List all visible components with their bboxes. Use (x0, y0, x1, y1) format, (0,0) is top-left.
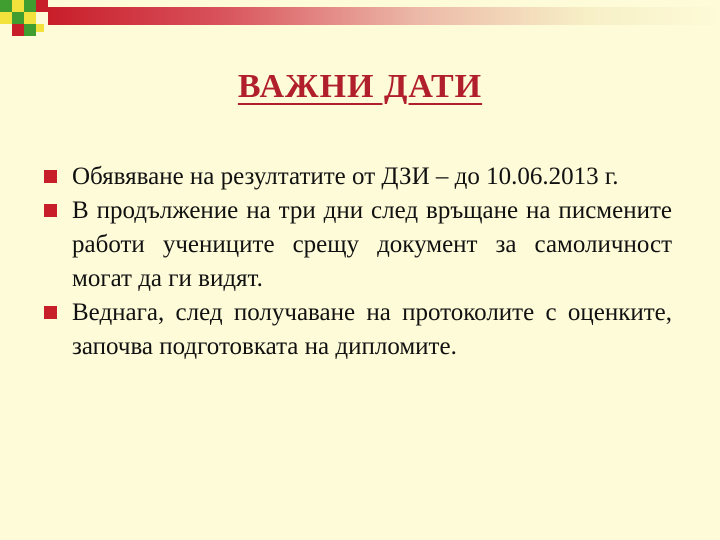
square-bullet-icon (44, 204, 57, 217)
bullet-text: Обявяване на резултатите от ДЗИ – до 10.06.2013 г. (72, 163, 619, 190)
decorative-square (12, 12, 24, 24)
decorative-square (24, 24, 36, 36)
header-gradient-bar (48, 7, 720, 25)
decorative-square (36, 0, 48, 12)
bullet-text: Веднага, след получаване на протоколите с оценките, започва подготовката на дипломите. (72, 299, 672, 360)
decorative-square (12, 0, 24, 12)
slide-title: ВАЖНИ ДАТИ (237, 68, 483, 105)
decorative-square (0, 0, 12, 12)
decorative-square (36, 24, 44, 32)
bullet-item (72, 194, 672, 296)
square-bullet-icon (44, 170, 57, 183)
bullet-item (72, 296, 672, 364)
decorative-square (0, 12, 12, 24)
decorative-square (12, 24, 24, 36)
decorative-square (24, 12, 36, 24)
bullet-text: В продължение на три дни след връщане на писмените работи учениците срещу документ за самоличност могат да ги видят. (72, 197, 672, 292)
square-bullet-icon (44, 306, 57, 319)
bullet-list (72, 160, 672, 364)
decorative-square (24, 0, 36, 12)
bullet-item (72, 160, 672, 194)
